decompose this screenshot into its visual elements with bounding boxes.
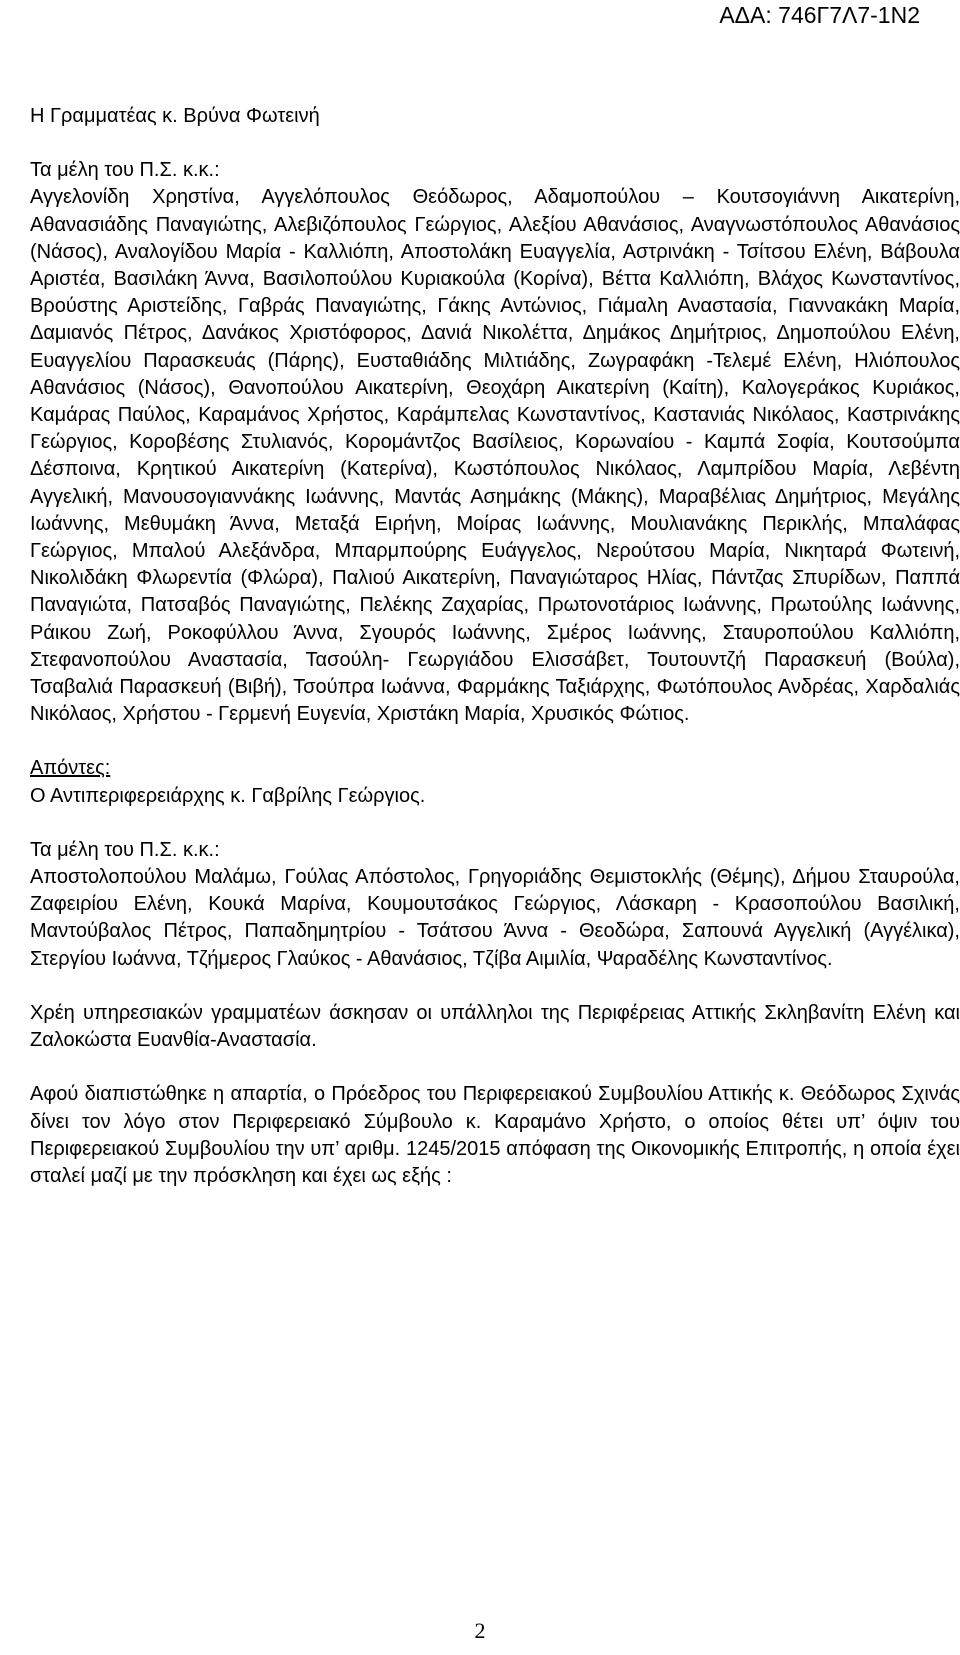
ada-code: ΑΔΑ: 746Γ7Λ7-1Ν2	[719, 2, 920, 28]
spacer	[30, 1054, 960, 1081]
present-members-heading: Τα μέλη του Π.Σ. κ.κ.:	[30, 159, 220, 182]
absent-heading: Απόντες:	[30, 757, 111, 780]
document-body	[30, 103, 960, 1190]
absent-deputy-line: Ο Αντιπεριφερειάρχης κ. Γαβρίλης Γεώργιος.	[30, 784, 426, 807]
page-number: 2	[474, 1618, 486, 1643]
present-members-list: Αγγελονίδη Χρηστίνα, Αγγελόπουλος Θεόδωρος, Αδαμοπούλου – Κουτσογιάννη Αικατερίνη, Αθανασιάδης Παναγιώτης, Αλεβιζόπουλος Γεώργιος, Αλεξίου Αθανάσιος, Αναγνωστόπουλος Αθανάσιος (Νάσος), Αναλογίδου Μαρία - Καλλιόπη, Αποστολάκη Ευαγγελία, Αστρινάκη - Τσίτσου Ελένη, Βάβουλα Αριστέα, Βασιλάκη Άννα, Βασιλοπούλου Κυριακούλα (Κορίνα), Βέττα Καλλιόπη, Βλάχος Κωνσταντίνος, Βρούστης Αριστείδης, Γαβράς Παναγιώτης, Γάκης Αντώνιος, Γιάμαλη Αναστασία, Γιαννακάκη Μαρία, Δαμιανός Πέτρος, Δανάκος Χριστόφορος, Δανιά Νικολέττα, Δημάκος Δημήτριος, Δημοπούλου Ελένη, Ευαγγελίου Παρασκευάς (Πάρης), Ευσταθιάδης Μιλτιάδης, Ζωγραφάκη -Τελεμέ Ελένη, Ηλιόπουλος Αθανάσιος (Νάσος), Θανοπούλου Αικατερίνη, Θεοχάρη Αικατερίνη (Καίτη), Καλογεράκος Κυριάκος, Καμάρας Παύλος, Καραμάνος Χρήστος, Καράμπελας Κωνσταντίνος, Καστανιάς Νικόλαος, Καστρινάκης Γεώργιος, Κοροβέσης Στυλιανός, Κορομάντζος Βασίλειος, Κορωναίου - Καμπά Σοφία, Κουτσούμπα Δέσποινα, Κρητικού Αικατερίνη (Κατερίνα), Κωστόπουλος Νικόλαος, Λαμπρίδου Μαρία, Λεβέντη Αγγελική, Μανουσογιαννάκης Ιωάννης, Μαντάς Ασημάκης (Μάκης), Μαραβέλιας Δημήτριος, Μεγάλης Ιωάννης, Μεθυμάκη Άννα, Μεταξά Ειρήνη, Μοίρας Ιωάννης, Μουλιανάκης Περικλής, Μπαλάφας Γεώργιος, Μπαλού Αλεξάνδρα, Μπαρμπούρης Ευάγγελος, Νερούτσου Μαρία, Νικηταρά Φωτεινή, Νικολιδάκη Φλωρεντία (Φλώρα), Παλιού Αικατερίνη, Παναγιώταρος Ηλίας, Πάντζας Σπυρίδων, Παππά Παναγιώτα, Πατσαβός Παναγιώτης, Πελέκης Ζαχαρίας, Πρωτονοτάριος Ιωάννης, Πρωτούλης Ιωάννης, Ράικου Ζωή, Ροκοφύλλου Άννα, Σγουρός Ιωάννης, Σμέρος Ιωάννης, Σταυροπούλου Καλλιόπη, Στεφανοπούλου Αναστασία, Τασούλη- Γεωργιάδου Ελισσάβετ, Τουτουντζή Παρασκευή (Βούλα), Τσαβαλιά Παρασκευή (Βιβή), Τσούπρα Ιωάννα, Φαρμάκης Ταξιάρχης, Φωτόπουλος Ανδρέας, Χαρδαλιάς Νικόλαος, Χρήστου - Γερμενή Ευγενία, Χριστάκη Μαρία, Χρυσικός Φώτιος.	[30, 186, 960, 726]
spacer	[30, 810, 960, 837]
absent-members-list: Αποστολοπούλου Μαλάμω, Γούλας Απόστολος, Γρηγοριάδης Θεμιστοκλής (Θέμης), Δήμου Σταυρούλα, Ζαφειρίου Ελένη, Κουκά Μαρίνα, Κουμουτσάκος Γεώργιος, Λάσκαρη - Κρασοπούλου Βασιλική, Μαντούβαλος Πέτρος, Παπαδημητρίου - Τσάτσου Άννα - Θεοδώρα, Σαπουνά Αγγελική (Αγγέλικα), Στεργίου Ιωάννα, Τζήμερος Γλαύκος - Αθανάσιος, Τζίβα Αιμιλία, Ψαραδέλης Κωνσταντίνος.	[30, 866, 960, 970]
quorum-paragraph: Αφού διαπιστώθηκε η απαρτία, ο Πρόεδρος του Περιφερειακού Συμβουλίου Αττικής κ. Θεόδωρος Σχινάς δίνει τον λόγο στον Περιφερειακό Σύμβουλο κ. Καραμάνο Χρήστο, ο οποίος θέτει υπ’ όψιν του Περιφερειακού Συμβουλίου την υπ’ αριθμ. 1245/2015 απόφαση της Οικονομικής Επιτροπής, η οποία έχει σταλεί μαζί με την πρόσκληση και έχει ως εξής :	[30, 1083, 960, 1187]
spacer	[30, 130, 960, 157]
absent-members-heading: Τα μέλη του Π.Σ. κ.κ.:	[30, 838, 220, 861]
secretaries-paragraph: Χρέη υπηρεσιακών γραμματέων άσκησαν οι υπάλληλοι της Περιφέρειας Αττικής Σκληβανίτη Ελένη και Ζαλοκώστα Ευανθία-Αναστασία.	[30, 1001, 960, 1052]
spacer	[30, 973, 960, 1000]
spacer	[30, 728, 960, 755]
secretary-line: Η Γραμματέας κ. Βρύνα Φωτεινή	[30, 105, 320, 127]
